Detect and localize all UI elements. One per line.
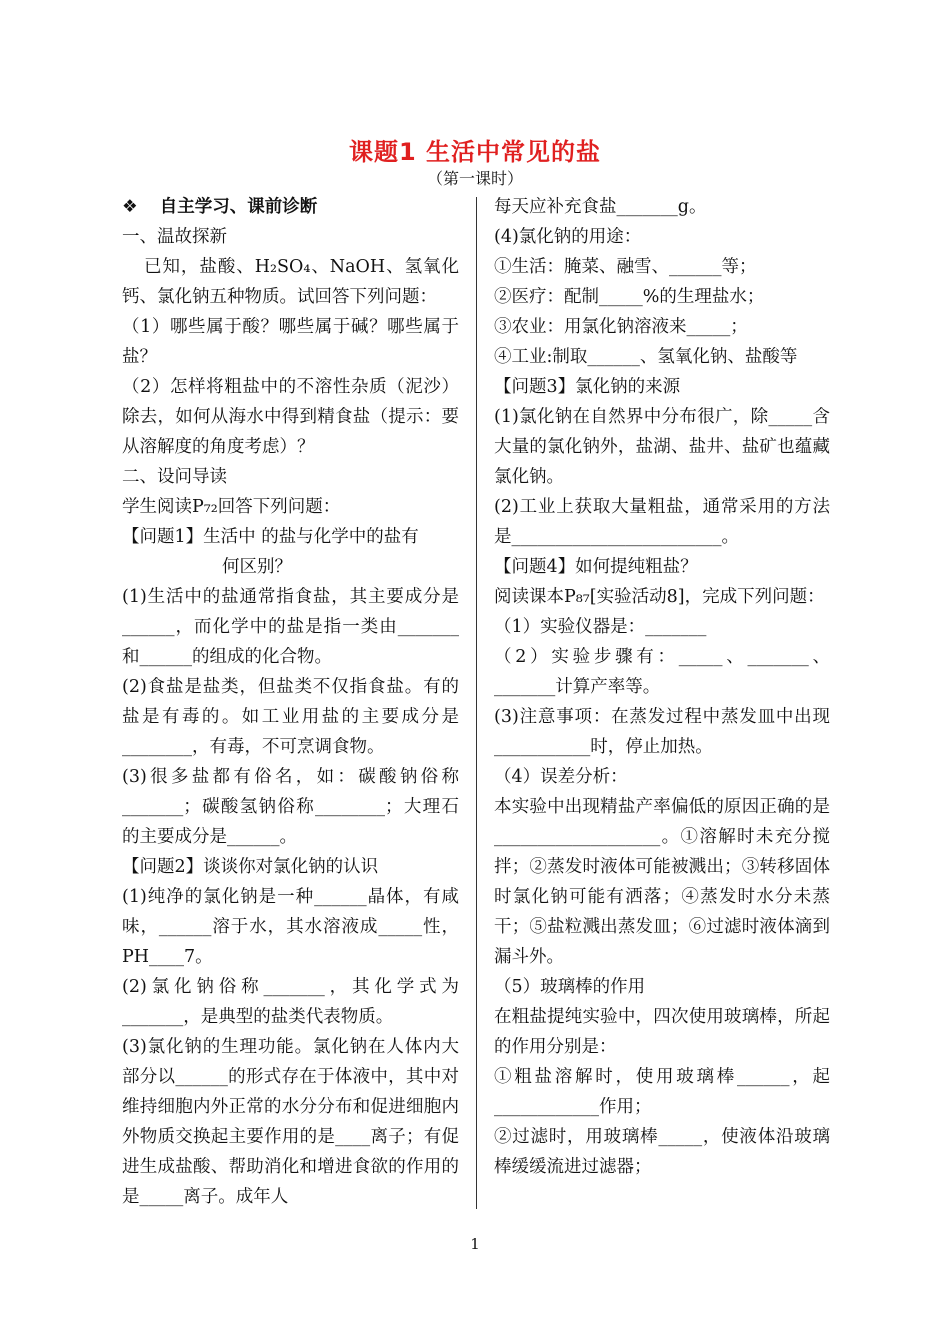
fill-in-question: ①生活：腌菜、融雪、______等； — [494, 257, 757, 277]
fill-in-question: ①粗盐溶解时，使用玻璃棒______，起____________作用； — [494, 1067, 830, 1117]
fill-in-question: （2）实验步骤有：_____、_______、_______计算产率等。 — [494, 647, 830, 697]
instruction-text: 阅读课本P₈₇[实验活动8]，完成下列问题： — [494, 587, 825, 607]
fill-in-question: ②医疗：配制_____%的生理盐水； — [494, 287, 765, 307]
fill-in-question: (1)氯化钠在自然界中分布很广，除_____含大量的氯化钠外，盐湖、盐井、盐矿也蕴藏氯化钠。 — [494, 407, 830, 487]
question-text: （4）误差分析： — [494, 767, 628, 787]
fill-in-question: (3)注意事项：在蒸发过程中蒸发皿中出现___________时，停止加热。 — [494, 707, 830, 757]
question-text: （1）哪些属于酸？哪些属于碱？哪些属于盐？ — [122, 317, 459, 367]
page-number: 1 — [470, 1235, 480, 1253]
question-text: （2）怎样将粗盐中的不溶性杂质（泥沙）除去，如何从海水中得到精食盐（提示：要从溶解度的角度考虑）？ — [122, 377, 459, 457]
fill-in-question: (2)食盐是盐类，但盐类不仅指食盐。有的盐是有毒的。如工业用盐的主要成分是________，有毒，不可烹调食物。 — [122, 677, 459, 757]
fill-in-question: (2)工业上获取大量粗盐，通常采用的方法是________________________。 — [494, 497, 830, 547]
intro-paragraph: 已知，盐酸、H₂SO₄、NaOH、氢氧化钙、氯化钠五种物质。试回答下列问题： — [122, 257, 459, 307]
problem-heading: 【问题1】生活中 的盐与化学中的盐有 — [122, 527, 419, 547]
fill-in-question: 本实验中出现精盐产率偏低的原因正确的是___________________。①溶解时未充分搅拌；②蒸发时液体可能被溅出；③转移固体时氯化钠可能有洒落；④蒸发时水分未蒸干；⑤盐粒溅出蒸发皿；⑥过滤时液体滴到漏斗外。 — [494, 797, 830, 967]
page-title: 课题1 生活中常见的盐 — [348, 138, 602, 166]
fill-in-question: ③农业：用氯化钠溶液来_____； — [494, 317, 748, 337]
page-subtitle: （第一课时） — [426, 169, 523, 188]
question-text: （5）玻璃棒的作用 — [494, 977, 646, 997]
problem-heading-continued: 何区别？ — [222, 557, 292, 577]
fill-in-question: (1)纯净的氯化钠是一种______晶体，有咸味，______溶于水，其水溶液成_____性，PH____7。 — [122, 887, 459, 967]
subsection-heading: 一、温故探新 — [122, 227, 227, 247]
problem-heading: 【问题3】氯化钠的来源 — [494, 377, 681, 397]
problem-heading: 【问题4】如何提纯粗盐？ — [494, 557, 698, 577]
problem-heading: 【问题2】谈谈你对氯化钠的认识 — [122, 857, 379, 877]
subsection-heading: 二、设问导读 — [122, 467, 227, 487]
fill-in-question: 每天应补充食盐_______g。 — [494, 197, 707, 217]
column-divider — [476, 197, 477, 1209]
question-text: (4)氯化钠的用途： — [494, 227, 642, 247]
fill-in-question: (3)很多盐都有俗名，如：碳酸钠俗称_______；碳酸氢钠俗称________；大理石的主要成分是______。 — [122, 767, 459, 847]
right-column — [494, 192, 830, 1182]
instruction-text: 学生阅读P₇₂回答下列问题： — [122, 497, 341, 517]
instruction-text: 在粗盐提纯实验中，四次使用玻璃棒，所起的作用分别是： — [494, 1007, 830, 1057]
fill-in-question: (2)氯化钠俗称_______，其化学式为_______，是典型的盐类代表物质。 — [122, 977, 459, 1027]
fill-in-question: (1)生活中的盐通常指食盐，其主要成分是______，而化学中的盐是指一类由_______和______的组成的化合物。 — [122, 587, 459, 667]
fill-in-question: （1）实验仪器是：_______ — [494, 617, 707, 637]
section-heading: ❖ 自主学习、课前诊断 — [122, 197, 318, 217]
diamond-bullet-icon: ❖ — [122, 197, 138, 217]
fill-in-question: ④工业:制取______、氢氧化钠、盐酸等 — [494, 347, 798, 367]
left-column — [122, 192, 459, 1212]
fill-in-question: (3)氯化钠的生理功能。氯化钠在人体内大部分以______的形式存在于体液中，其中对维持细胞内外正常的水分分布和促进细胞内外物质交换起主要作用的是____离子；有促进生成盐酸、帮助消化和增进食欲的作用的是_____离子。成年人 — [122, 1037, 459, 1207]
fill-in-question: ②过滤时，用玻璃棒_____，使液体沿玻璃棒缓缓流进过滤器； — [494, 1127, 830, 1177]
